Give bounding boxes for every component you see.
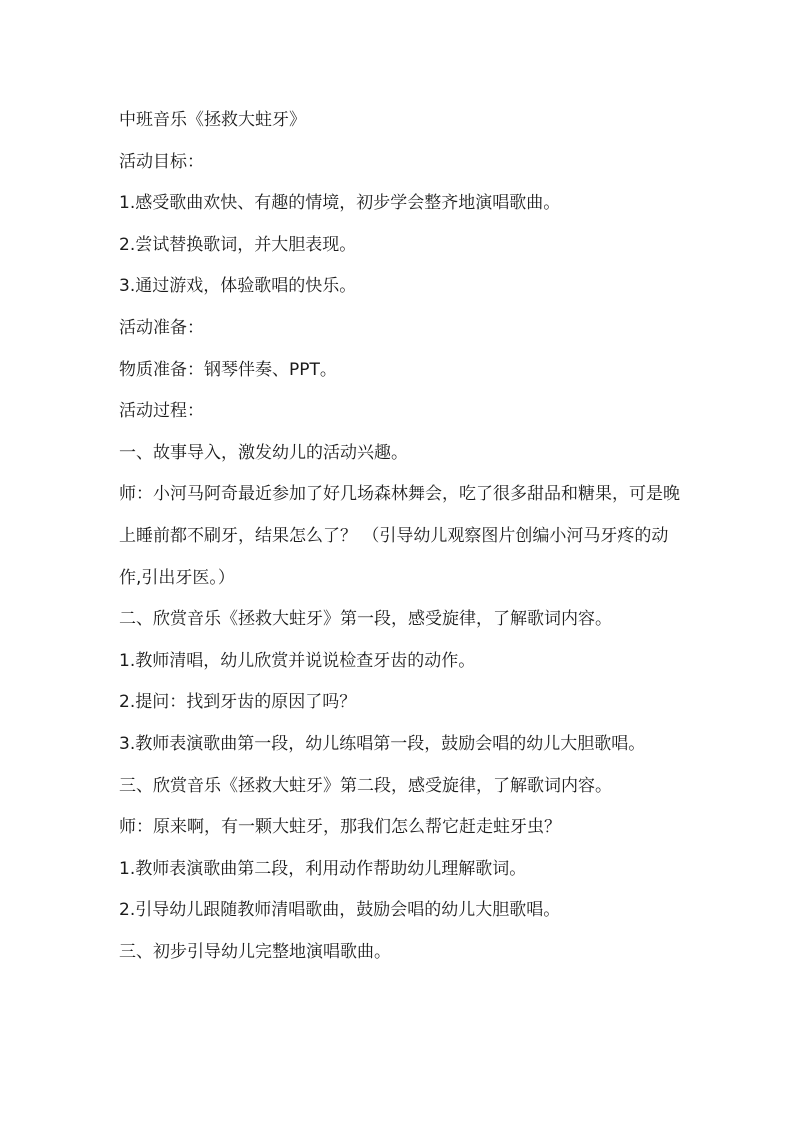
document-title: 中班音乐《拯救大蛀牙》: [119, 110, 306, 130]
section-heading-goals: 活动目标：: [119, 151, 204, 172]
teacher-dialogue: 师：原来啊，有一颗大蛀牙，那我们怎么帮它赶走蛀牙虫？: [119, 817, 561, 838]
process-step-heading: 三、欣赏音乐《拯救大蛀牙》第二段，感受旋律，了解歌词内容。: [119, 775, 612, 796]
process-item: 2.提问：找到牙齿的原因了吗？: [119, 692, 357, 713]
section-heading-preparation: 活动准备：: [119, 317, 204, 338]
process-step-heading: 三、初步引导幼儿完整地演唱歌曲。: [119, 941, 391, 962]
process-item: 1.教师表演歌曲第二段，利用动作帮助幼儿理解歌词。: [119, 858, 527, 879]
process-step-heading: 二、欣赏音乐《拯救大蛀牙》第一段，感受旋律，了解歌词内容。: [119, 609, 612, 630]
preparation-item: 物质准备：钢琴伴奏、PPT。: [119, 359, 337, 380]
goal-item: 3.通过游戏，体验歌唱的快乐。: [119, 276, 357, 297]
teacher-dialogue-paragraph: 师：小河马阿奇最近参加了好几场森林舞会，吃了很多甜品和糖果，可是晚上睡前都不刷牙，结果怎么了？ （引导幼儿观察图片创编小河马牙疼的动作,引出牙医。）: [119, 484, 680, 588]
process-item: 1.教师清唱，幼儿欣赏并说说检查牙齿的动作。: [119, 650, 476, 671]
goal-item: 1.感受歌曲欢快、有趣的情境，初步学会整齐地演唱歌曲。: [119, 193, 561, 214]
goal-item: 2.尝试替换歌词，并大胆表现。: [119, 234, 357, 255]
section-heading-process: 活动过程：: [119, 401, 204, 422]
process-item: 2.引导幼儿跟随教师清唱歌曲，鼓励会唱的幼儿大胆歌唱。: [119, 900, 561, 921]
process-item: 3.教师表演歌曲第一段，幼儿练唱第一段，鼓励会唱的幼儿大胆歌唱。: [119, 733, 646, 754]
document-body: [119, 100, 689, 973]
process-step-heading: 一、故事导入，激发幼儿的活动兴趣。: [119, 442, 408, 463]
